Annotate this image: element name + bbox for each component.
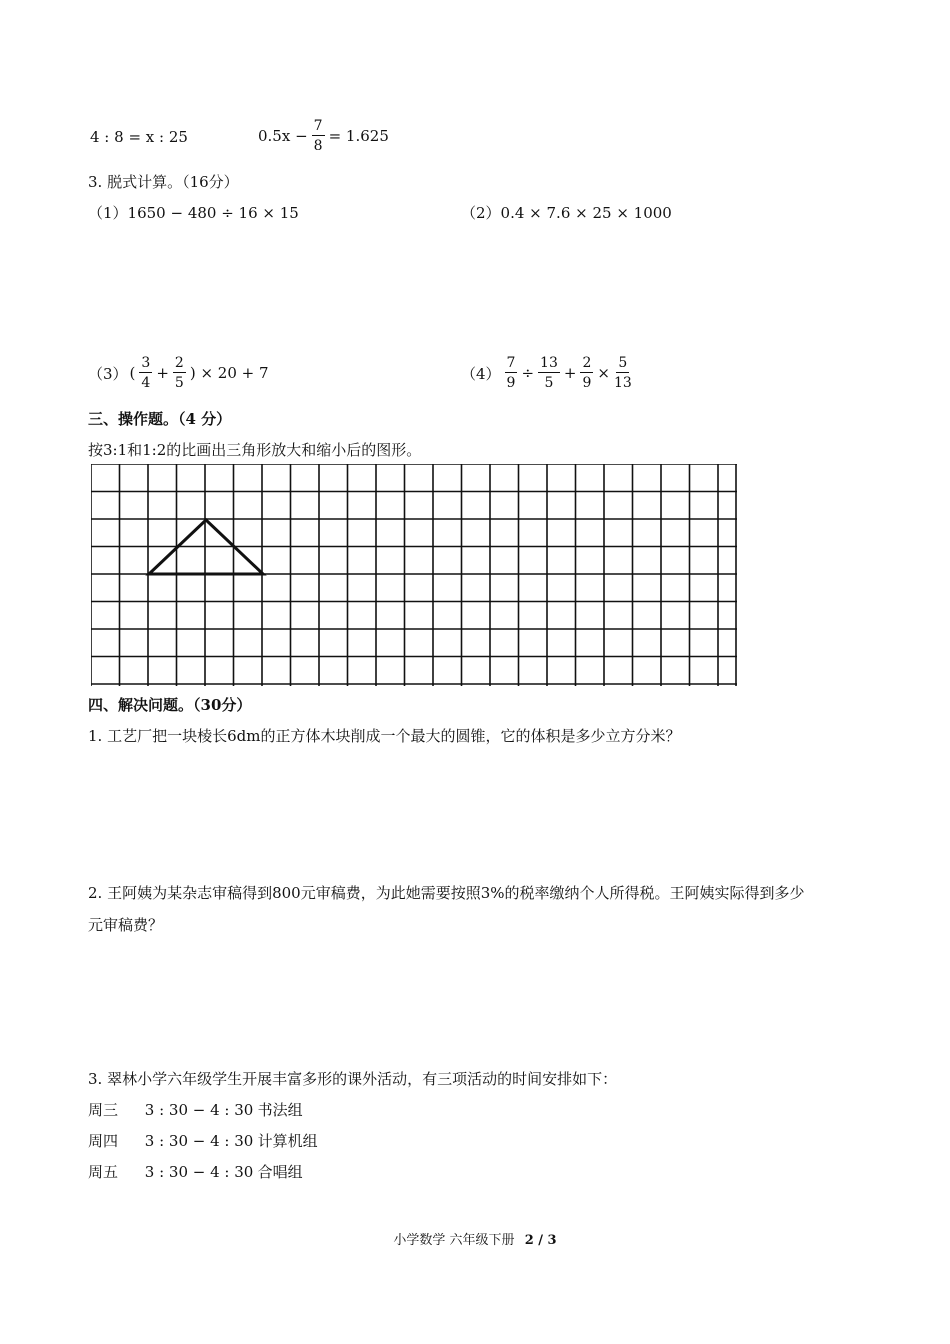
section3-title: 三、操作题。（4 分）	[88, 410, 232, 428]
section4-question-1: 1. 工艺厂把一块棱长6dm的正方体木块削成一个最大的圆锥，它的体积是多少立方分米？	[88, 727, 681, 745]
footer-text: 小学数学 六年级下册	[393, 1233, 515, 1248]
denominator: 4	[141, 375, 151, 391]
eq2-suffix: = 1.625	[328, 127, 389, 145]
schedule-time: 3 : 30 − 4 : 30	[144, 1101, 254, 1119]
section4-question-2-line2: 元审稿费？	[88, 916, 164, 934]
plus-sign: +	[156, 364, 169, 382]
eq2-fraction	[312, 119, 325, 153]
schedule-time: 3 : 30 − 4 : 30	[144, 1163, 254, 1181]
numerator: 2	[174, 355, 184, 371]
grid-svg	[91, 464, 737, 686]
numerator: 13	[540, 355, 558, 371]
numerator: 2	[582, 355, 592, 371]
q3-part4-fraction-1	[505, 356, 518, 390]
q3-title: 3. 脱式计算。（16分）	[88, 173, 239, 191]
q3-part3-fraction-1	[139, 356, 152, 390]
section3-instruction: 按3:1和1:2的比画出三角形放大和缩小后的图形。	[88, 441, 422, 459]
q3-part1: （1）1650 − 480 ÷ 16 × 15	[88, 204, 299, 222]
denominator: 5	[544, 375, 554, 391]
page-number: 2 / 3	[524, 1233, 557, 1248]
q3-part4-fraction-2	[538, 356, 560, 390]
schedule-row	[88, 1099, 303, 1120]
eq2-prefix: 0.5x −	[258, 127, 308, 145]
denominator: 9	[506, 375, 516, 391]
denominator: 13	[613, 375, 632, 391]
q3-part4-fraction-3	[580, 356, 593, 390]
section4-question-2-line1: 2. 王阿姨为某杂志审稿得到800元审稿费，为此她需要按照3%的税率缴纳个人所得税。王阿姨实际得到多少	[88, 884, 805, 902]
q3-part4-fraction-4	[614, 356, 632, 390]
q3-part3-label: （3）	[88, 364, 128, 383]
numerator: 7	[506, 355, 516, 371]
section4-question-3-intro: 3. 翠林小学六年级学生开展丰富多形的课外活动，有三项活动的时间安排如下：	[88, 1070, 618, 1088]
schedule-group: 计算机组	[257, 1132, 318, 1150]
denominator: 5	[174, 375, 184, 391]
denominator: 9	[582, 375, 592, 391]
equation-proportion: 4 : 8 = x : 25	[90, 128, 188, 146]
eq2-denominator: 8	[313, 138, 323, 154]
times-sign: ×	[597, 364, 610, 382]
divide-sign: ÷	[521, 364, 535, 382]
schedule-row	[88, 1130, 318, 1151]
numerator: 3	[141, 355, 151, 371]
schedule-day: 周三	[88, 1101, 119, 1119]
numerator: 5	[618, 355, 628, 371]
schedule-time: 3 : 30 − 4 : 30	[144, 1132, 254, 1150]
plus-sign: +	[563, 364, 577, 382]
schedule-group: 合唱组	[257, 1163, 303, 1181]
eq2-numerator: 7	[313, 118, 323, 134]
q3-part3-fraction-2	[173, 356, 186, 390]
schedule-group: 书法组	[257, 1101, 303, 1119]
q3-part2: （2）0.4 × 7.6 × 25 × 1000	[461, 204, 672, 222]
schedule-row	[88, 1161, 303, 1182]
q3-part3-rest: ) × 20 + 7	[189, 364, 269, 382]
q3-part4-label: （4）	[461, 364, 501, 383]
schedule-day: 周五	[88, 1163, 119, 1181]
section4-title: 四、解决问题。（30分）	[88, 696, 252, 714]
drawing-grid[interactable]	[91, 464, 737, 686]
q3-part3	[88, 356, 269, 390]
schedule-day: 周四	[88, 1132, 119, 1150]
page-footer	[0, 1229, 950, 1248]
q3-part3-open-paren: (	[129, 364, 136, 382]
equation-linear	[258, 119, 389, 153]
q3-part4	[461, 356, 634, 390]
